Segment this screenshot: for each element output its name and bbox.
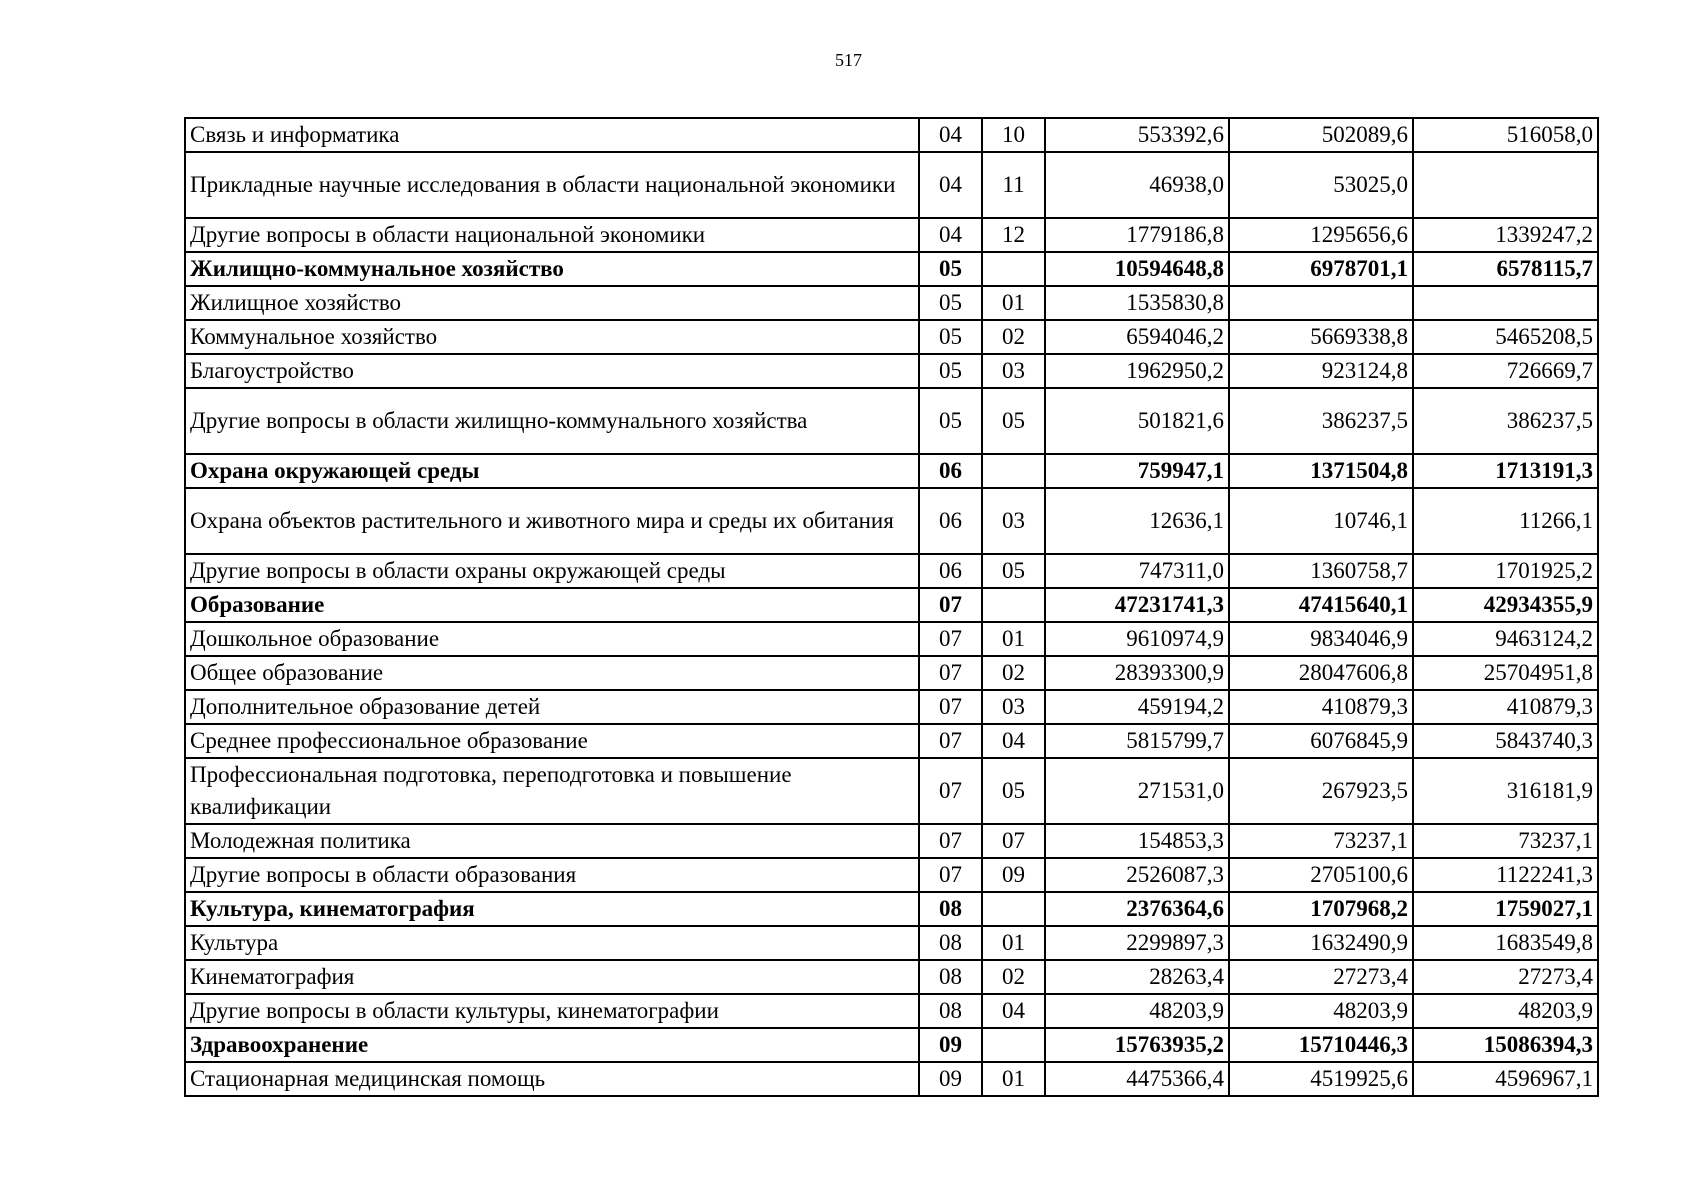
value-year-2: 1371504,8 <box>1229 454 1413 488</box>
budget-table-body <box>185 118 1598 1096</box>
row-name: Культура <box>185 926 919 960</box>
row-name: Общее образование <box>185 656 919 690</box>
subsection-code <box>982 252 1045 286</box>
subsection-code: 05 <box>982 554 1045 588</box>
subsection-code <box>982 1028 1045 1062</box>
section-code: 06 <box>919 488 982 554</box>
value-year-3: 316181,9 <box>1413 758 1598 824</box>
value-year-2: 4519925,6 <box>1229 1062 1413 1096</box>
table-row <box>185 994 1598 1028</box>
row-name: Стационарная медицинская помощь <box>185 1062 919 1096</box>
value-year-2: 267923,5 <box>1229 758 1413 824</box>
row-name: Кинематография <box>185 960 919 994</box>
subsection-code: 11 <box>982 152 1045 218</box>
table-row <box>185 320 1598 354</box>
subsection-code: 02 <box>982 656 1045 690</box>
subsection-code: 01 <box>982 1062 1045 1096</box>
subsection-code: 09 <box>982 858 1045 892</box>
value-year-3: 25704951,8 <box>1413 656 1598 690</box>
section-code: 07 <box>919 656 982 690</box>
row-name: Молодежная политика <box>185 824 919 858</box>
value-year-2: 923124,8 <box>1229 354 1413 388</box>
value-year-1: 28393300,9 <box>1045 656 1229 690</box>
value-year-1: 2299897,3 <box>1045 926 1229 960</box>
value-year-3: 5465208,5 <box>1413 320 1598 354</box>
subsection-code: 07 <box>982 824 1045 858</box>
table-row <box>185 118 1598 152</box>
value-year-2: 2705100,6 <box>1229 858 1413 892</box>
value-year-3: 726669,7 <box>1413 354 1598 388</box>
table-row <box>185 960 1598 994</box>
section-code: 06 <box>919 454 982 488</box>
section-code: 08 <box>919 892 982 926</box>
value-year-2: 502089,6 <box>1229 118 1413 152</box>
table-row <box>185 656 1598 690</box>
value-year-3: 48203,9 <box>1413 994 1598 1028</box>
section-code: 08 <box>919 994 982 1028</box>
section-total-row <box>185 588 1598 622</box>
section-code: 07 <box>919 824 982 858</box>
value-year-1: 10594648,8 <box>1045 252 1229 286</box>
value-year-2: 48203,9 <box>1229 994 1413 1028</box>
section-code: 08 <box>919 926 982 960</box>
value-year-2: 410879,3 <box>1229 690 1413 724</box>
value-year-2: 1295656,6 <box>1229 218 1413 252</box>
value-year-2: 47415640,1 <box>1229 588 1413 622</box>
subsection-code <box>982 892 1045 926</box>
row-name: Здравоохранение <box>185 1028 919 1062</box>
value-year-1: 4475366,4 <box>1045 1062 1229 1096</box>
row-name: Среднее профессиональное образование <box>185 724 919 758</box>
value-year-3: 27273,4 <box>1413 960 1598 994</box>
subsection-code: 04 <box>982 724 1045 758</box>
row-name: Другие вопросы в области образования <box>185 858 919 892</box>
table-row <box>185 488 1598 554</box>
value-year-3 <box>1413 152 1598 218</box>
value-year-1: 12636,1 <box>1045 488 1229 554</box>
section-code: 06 <box>919 554 982 588</box>
section-total-row <box>185 252 1598 286</box>
value-year-2: 73237,1 <box>1229 824 1413 858</box>
section-code: 08 <box>919 960 982 994</box>
row-name: Дополнительное образование детей <box>185 690 919 724</box>
row-name: Другие вопросы в области охраны окружающей среды <box>185 554 919 588</box>
section-total-row <box>185 454 1598 488</box>
value-year-1: 9610974,9 <box>1045 622 1229 656</box>
value-year-2: 386237,5 <box>1229 388 1413 454</box>
section-code: 07 <box>919 588 982 622</box>
value-year-3: 1713191,3 <box>1413 454 1598 488</box>
subsection-code: 05 <box>982 758 1045 824</box>
section-code: 07 <box>919 858 982 892</box>
section-code: 04 <box>919 152 982 218</box>
table-row <box>185 554 1598 588</box>
value-year-2: 5669338,8 <box>1229 320 1413 354</box>
value-year-3: 5843740,3 <box>1413 724 1598 758</box>
section-code: 05 <box>919 354 982 388</box>
subsection-code: 03 <box>982 488 1045 554</box>
row-name: Связь и информатика <box>185 118 919 152</box>
subsection-code: 05 <box>982 388 1045 454</box>
row-name: Охрана окружающей среды <box>185 454 919 488</box>
table-row <box>185 858 1598 892</box>
value-year-3: 1683549,8 <box>1413 926 1598 960</box>
section-code: 07 <box>919 622 982 656</box>
value-year-1: 6594046,2 <box>1045 320 1229 354</box>
value-year-2: 28047606,8 <box>1229 656 1413 690</box>
value-year-1: 28263,4 <box>1045 960 1229 994</box>
row-name: Благоустройство <box>185 354 919 388</box>
value-year-3: 6578115,7 <box>1413 252 1598 286</box>
table-row <box>185 758 1598 824</box>
value-year-3: 410879,3 <box>1413 690 1598 724</box>
value-year-1: 47231741,3 <box>1045 588 1229 622</box>
subsection-code: 02 <box>982 960 1045 994</box>
value-year-1: 759947,1 <box>1045 454 1229 488</box>
value-year-3: 1701925,2 <box>1413 554 1598 588</box>
value-year-3: 73237,1 <box>1413 824 1598 858</box>
row-name: Образование <box>185 588 919 622</box>
value-year-3: 11266,1 <box>1413 488 1598 554</box>
value-year-3: 9463124,2 <box>1413 622 1598 656</box>
section-code: 07 <box>919 758 982 824</box>
row-name: Жилищное хозяйство <box>185 286 919 320</box>
value-year-1: 2376364,6 <box>1045 892 1229 926</box>
value-year-2: 1707968,2 <box>1229 892 1413 926</box>
value-year-2: 1632490,9 <box>1229 926 1413 960</box>
section-code: 09 <box>919 1028 982 1062</box>
row-name: Другие вопросы в области национальной экономики <box>185 218 919 252</box>
section-code: 05 <box>919 320 982 354</box>
row-name: Прикладные научные исследования в области национальной экономики <box>185 152 919 218</box>
value-year-1: 5815799,7 <box>1045 724 1229 758</box>
section-code: 07 <box>919 690 982 724</box>
value-year-1: 553392,6 <box>1045 118 1229 152</box>
subsection-code: 01 <box>982 926 1045 960</box>
value-year-2: 15710446,3 <box>1229 1028 1413 1062</box>
section-code: 04 <box>919 118 982 152</box>
row-name: Охрана объектов растительного и животного мира и среды их обитания <box>185 488 919 554</box>
section-code: 05 <box>919 286 982 320</box>
value-year-3: 4596967,1 <box>1413 1062 1598 1096</box>
row-name: Жилищно-коммунальное хозяйство <box>185 252 919 286</box>
row-name: Профессиональная подготовка, переподготовка и повышение квалификации <box>185 758 919 824</box>
value-year-2: 6076845,9 <box>1229 724 1413 758</box>
value-year-1: 271531,0 <box>1045 758 1229 824</box>
section-code: 04 <box>919 218 982 252</box>
subsection-code <box>982 454 1045 488</box>
table-row <box>185 354 1598 388</box>
value-year-1: 46938,0 <box>1045 152 1229 218</box>
value-year-3: 1759027,1 <box>1413 892 1598 926</box>
value-year-3: 1339247,2 <box>1413 218 1598 252</box>
value-year-1: 1962950,2 <box>1045 354 1229 388</box>
value-year-1: 1535830,8 <box>1045 286 1229 320</box>
value-year-2 <box>1229 286 1413 320</box>
table-row <box>185 622 1598 656</box>
row-name: Другие вопросы в области культуры, кинематографии <box>185 994 919 1028</box>
value-year-1: 747311,0 <box>1045 554 1229 588</box>
row-name: Дошкольное образование <box>185 622 919 656</box>
value-year-3: 516058,0 <box>1413 118 1598 152</box>
value-year-1: 2526087,3 <box>1045 858 1229 892</box>
subsection-code: 02 <box>982 320 1045 354</box>
value-year-3: 15086394,3 <box>1413 1028 1598 1062</box>
subsection-code <box>982 588 1045 622</box>
subsection-code: 04 <box>982 994 1045 1028</box>
value-year-2: 6978701,1 <box>1229 252 1413 286</box>
section-code: 05 <box>919 252 982 286</box>
subsection-code: 03 <box>982 690 1045 724</box>
value-year-3: 386237,5 <box>1413 388 1598 454</box>
budget-table <box>184 117 1599 1097</box>
table-row <box>185 824 1598 858</box>
value-year-3: 1122241,3 <box>1413 858 1598 892</box>
subsection-code: 12 <box>982 218 1045 252</box>
page-number: 517 <box>835 50 862 70</box>
value-year-1: 459194,2 <box>1045 690 1229 724</box>
section-code: 07 <box>919 724 982 758</box>
value-year-2: 27273,4 <box>1229 960 1413 994</box>
value-year-2: 10746,1 <box>1229 488 1413 554</box>
subsection-code: 03 <box>982 354 1045 388</box>
value-year-2: 1360758,7 <box>1229 554 1413 588</box>
value-year-2: 53025,0 <box>1229 152 1413 218</box>
value-year-1: 15763935,2 <box>1045 1028 1229 1062</box>
subsection-code: 01 <box>982 286 1045 320</box>
table-row <box>185 926 1598 960</box>
section-code: 05 <box>919 388 982 454</box>
value-year-3 <box>1413 286 1598 320</box>
subsection-code: 10 <box>982 118 1045 152</box>
row-name: Культура, кинематография <box>185 892 919 926</box>
row-name: Коммунальное хозяйство <box>185 320 919 354</box>
table-row <box>185 286 1598 320</box>
section-code: 09 <box>919 1062 982 1096</box>
value-year-3: 42934355,9 <box>1413 588 1598 622</box>
table-row <box>185 724 1598 758</box>
table-row <box>185 218 1598 252</box>
value-year-1: 1779186,8 <box>1045 218 1229 252</box>
value-year-2: 9834046,9 <box>1229 622 1413 656</box>
table-row <box>185 690 1598 724</box>
value-year-1: 154853,3 <box>1045 824 1229 858</box>
table-row <box>185 152 1598 218</box>
row-name: Другие вопросы в области жилищно-коммунального хозяйства <box>185 388 919 454</box>
value-year-1: 48203,9 <box>1045 994 1229 1028</box>
section-total-row <box>185 1028 1598 1062</box>
value-year-1: 501821,6 <box>1045 388 1229 454</box>
subsection-code: 01 <box>982 622 1045 656</box>
table-row <box>185 388 1598 454</box>
table-row <box>185 1062 1598 1096</box>
section-total-row <box>185 892 1598 926</box>
